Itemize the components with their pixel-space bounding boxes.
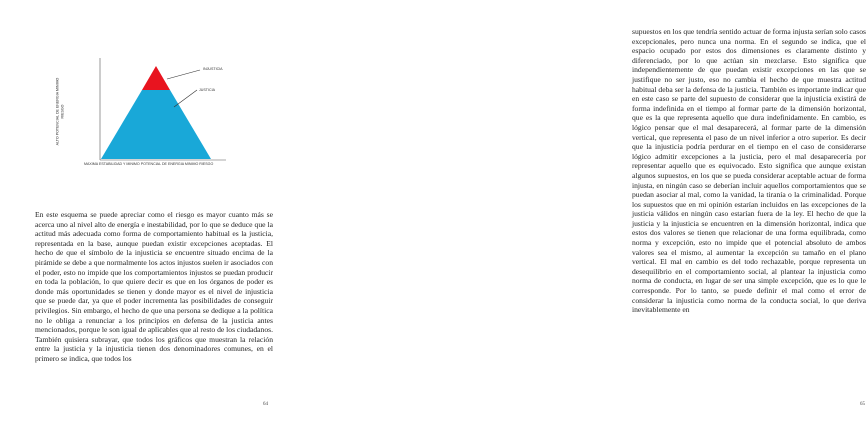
injustice-arrow <box>167 70 200 79</box>
justice-arrow <box>174 90 197 107</box>
injustice-pyramid-apex <box>142 66 170 90</box>
left-page <box>0 0 300 424</box>
base-axis-label: MAXIMA ESTABILIDAD Y MINIMO POTENCIAL DE ENERGIA MINIMO RIESGO <box>84 162 214 166</box>
left-page-body: En este esquema se puede apreciar como el riesgo es mayor cuanto más se acerca uno al nivel alto de energía e inestabilidad, por lo que se deduce que la actitud más adecuada como forma de comportamiento habitual es la justicia, representada en la base, aunque puedan existir excepciones aceptadas. El hecho de que el símbolo de la injusticia se encuentre situado encima de la pirámide se debe a que normalmente los actos injustos suelen ir asociados con el poder, esto no impide que los comportamientos injustos se puedan producir en toda la población, lo que quiere decir es que en los órganos de poder es donde más oportunidades se tienen y donde mayor es el nivel de injusticia que se puede dar, ya que el poder incrementa las posibilidades de conseguir privilegios. Sin embargo, el hecho de que una persona se dedique a la política no le obliga a renunciar a los principios en defensa de la justicia antes mencionados, porque le son igual de aplicables que al resto de los ciudadanos. También quisiera subrayar, que todos los gráficos que muestran la relación entre la justicia y la injusticia tienen dos denominadores comunes, en el primero se indica, que todos los <box>35 210 273 363</box>
page-number-right: 65 <box>860 402 865 407</box>
page-number-left: 64 <box>263 402 268 407</box>
injustice-label: INJUSTICIA <box>203 67 223 71</box>
right-page <box>300 0 866 424</box>
justice-pyramid-base <box>101 90 211 159</box>
right-page-body: supuestos en los que tendría sentido actuar de forma injusta serían solo casos excepcionales, pero nunca una norma. En el segundo se indica, que el espacio ocupado por estos dos dimensiones es claramente distinto y diferenciado, por lo que actúan sin mezclarse. Esto significa que independientemente de que puedan existir excepciones en las que se justifique no ser justo, eso no cambia el hecho de que muestra actitud habitual deba ser la defensa de la justicia. También es importante indicar que en este caso se parte del supuesto de considerar que la injusticia existirá de forma indefinida en el tiempo al formar parte de la dimensión horizontal, que es la que representa aquello que dura indefinidamente. En cambio, es lógico pensar que el mal desaparecerá, al formar parte de la dimensión vertical, que representa el paso de un nivel inferior a otro superior. Es decir que la injusticia podría perdurar en el tiempo en el caso de considerarse lógico admitir excepciones a la justicia, pero el mal desaparecería por representar aquello que es equivocado. Esto significa que aunque existan algunos supuestos, en los que se pueda considerar aceptable actuar de forma injusta, en ningún caso se deberían incluir aquellos comportamientos que se puedan asociar al mal, como la vanidad, la tiranía o la criminalidad. Porque los supuestos que en mi opinión estarían incluidos en las excepciones de la justicia válidos en ningún caso estarían fuera de la ley. El hecho de que la justicia y la injusticia se encuentren en la dimensión horizontal, indica que estos dos valores se tienen que relacionar de una forma equilibrada, como norma y excepción, esto no impide que el potencial absoluto de ambos valores sea el mismo, al aumentar la excepción su tamaño en el plano vertical. El mal en cambio es del todo rechazable, porque representa un desequilibrio en el comportamiento social, al plantear la injusticia como norma de conducta, en lugar de ser una simple excepción, que es lo que le corresponde. Por lo tanto, se puede definir el mal como el error de considerar la injusticia como norma de la conducta social, lo que deriva inevitablemente en <box>632 27 866 315</box>
vertical-axis-label: ALTO POTENCIAL DE ENERGIA MINIMO RIESGO <box>55 77 64 146</box>
justice-pyramid-figure <box>56 52 256 182</box>
justice-label: JUSTICIA <box>199 88 215 92</box>
